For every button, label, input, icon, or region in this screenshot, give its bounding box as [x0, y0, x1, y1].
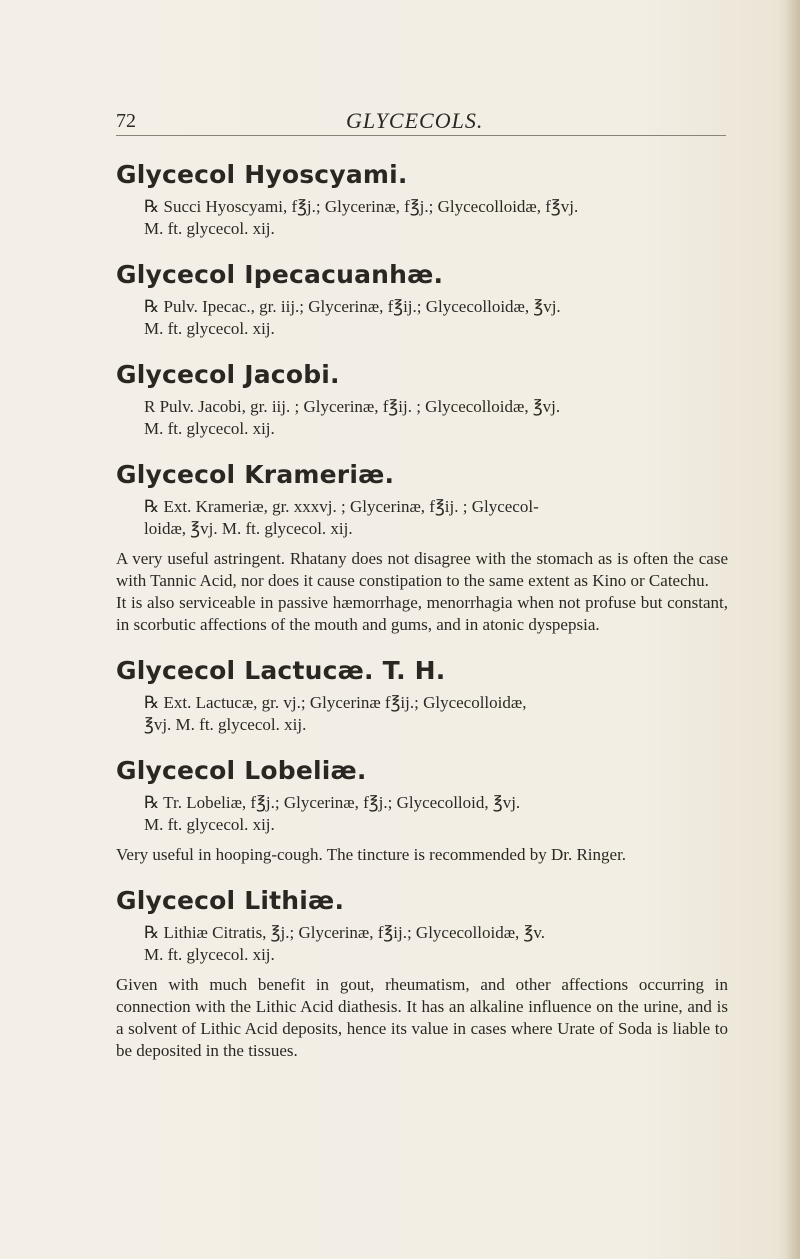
entry-lithiae — [116, 886, 728, 1062]
formula-line: ℞ Ext. Lactucæ, gr. vj.; Glycerinæ f℥ij.; Glycecolloidæ, — [144, 693, 527, 712]
entry-jacobi — [116, 360, 728, 440]
entry-lactucae — [116, 656, 728, 736]
entry-title: Glycecol Lactucæ. T. H. — [116, 656, 446, 685]
page-edge-shadow — [786, 0, 800, 1259]
entry-title: Glycecol Ipecacuanhæ. — [116, 260, 444, 289]
formula-continuation: M. ft. glycecol. xij. — [144, 945, 275, 964]
note-paragraph: A very useful astringent. Rhatany does not disagree with the stomach as is often the case with Tannic Acid, nor does it cause constipation to the same extent as Kino or Catechu. — [116, 549, 728, 590]
page-header — [116, 108, 716, 138]
formula-continuation: ℥vj. M. ft. glycecol. xij. — [144, 715, 307, 734]
entry-hyoscyami — [116, 160, 728, 240]
formula-continuation: M. ft. glycecol. xij. — [144, 219, 275, 238]
entry-ipecacuanhae — [116, 260, 728, 340]
formula-line: ℞ Lithiæ Citratis, ℥j.; Glycerinæ, f℥ij.; Glycecolloidæ, ℥v. — [144, 923, 546, 942]
formula-line: R Pulv. Jacobi, gr. iij. ; Glycerinæ, f℥ij. ; Glycecolloidæ, ℥vj. — [144, 397, 561, 416]
entry-title: Glycecol Jacobi. — [116, 360, 340, 389]
page-body — [116, 160, 728, 1082]
entry-krameriae — [116, 460, 728, 636]
formula-line: ℞ Succi Hyoscyami, f℥j.; Glycerinæ, f℥j.; Glycecolloidæ, f℥vj. — [144, 197, 579, 216]
note-paragraph: Given with much benefit in gout, rheumatism, and other affections occurring in connection with the Lithic Acid diathesis. It has an alkaline influence on the urine, and is a solvent of Lithic Acid deposits, hence its value in cases where Urate of Soda is liable to be deposited in the tissues. — [116, 975, 728, 1060]
formula-line: ℞ Ext. Krameriæ, gr. xxxvj. ; Glycerinæ, f℥ij. ; Glycecol- — [144, 497, 539, 516]
formula-continuation: M. ft. glycecol. xij. — [144, 319, 275, 338]
formula-continuation: loidæ, ℥vj. M. ft. glycecol. xij. — [144, 519, 353, 538]
header-rule — [116, 135, 726, 136]
entry-lobeliae — [116, 756, 728, 866]
entry-title: Glycecol Hyoscyami. — [116, 160, 408, 189]
page-number: 72 — [116, 110, 136, 132]
formula-continuation: M. ft. glycecol. xij. — [144, 815, 275, 834]
running-title: GLYCECOLS. — [346, 108, 484, 133]
note-paragraph: It is also serviceable in passive hæmorrhage, menorrhagia when not profuse but constant, in scorbutic affections of the mouth and gums, and in atonic dyspepsia. — [116, 593, 728, 634]
entry-title: Glycecol Lithiæ. — [116, 886, 345, 915]
formula-line: ℞ Tr. Lobeliæ, f℥j.; Glycerinæ, f℥j.; Glycecolloid, ℥vj. — [144, 793, 521, 812]
note-paragraph: Very useful in hooping-cough. The tincture is recommended by Dr. Ringer. — [116, 845, 627, 864]
formula-continuation: M. ft. glycecol. xij. — [144, 419, 275, 438]
formula-line: ℞ Pulv. Ipecac., gr. iij.; Glycerinæ, f℥ij.; Glycecolloidæ, ℥vj. — [144, 297, 561, 316]
entry-title: Glycecol Lobeliæ. — [116, 756, 367, 785]
entry-title: Glycecol Krameriæ. — [116, 460, 395, 489]
